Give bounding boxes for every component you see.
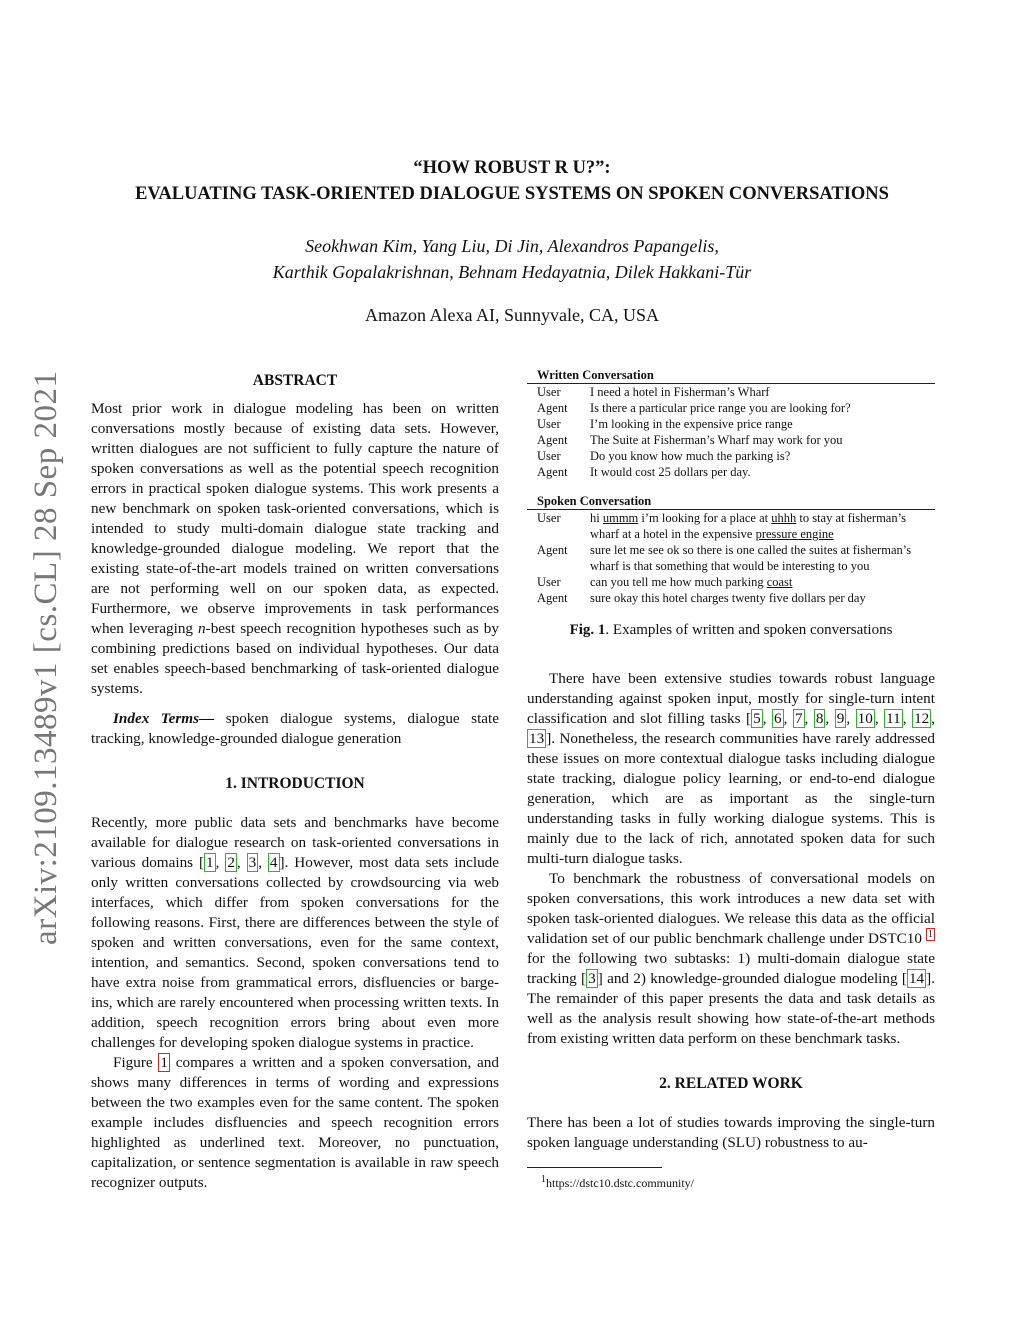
speaker-cell: Agent <box>537 543 568 557</box>
paper-title <box>60 155 964 207</box>
table-row <box>527 384 935 401</box>
author-list <box>60 233 964 285</box>
intro-p2-text-a: Figure <box>113 1054 159 1071</box>
citation-link[interactable]: 11 <box>886 710 901 727</box>
title-line-2: EVALUATING TASK-ORIENTED DIALOGUE SYSTEMS ON SPOKEN CONVERSATIONS <box>135 184 889 204</box>
table-row <box>527 510 935 543</box>
speaker-cell: User <box>537 575 561 589</box>
right-p2-text-a: To benchmark the robustness of conversational models on spoken conversations, this work introduces a new data set with spoken task-oriented dialogues. We release this data as the official validation set of our public benchmark challenge under DSTC10 <box>527 870 935 947</box>
table-row <box>527 464 935 480</box>
abstract-text-b: -best speech recognition hypotheses such as by combining predictions based on individual hypotheses. Our data set enables speech-based benchmarking of task-oriented dialogue systems. <box>91 620 499 697</box>
title-line-1: “HOW ROBUST R U?”: <box>413 158 611 178</box>
speaker-cell: Agent <box>537 433 568 447</box>
utterance-cell: The Suite at Fisherman’s Wharf may work for you <box>590 433 843 447</box>
spoken-conversation-heading: Spoken Conversation <box>537 494 652 508</box>
index-terms <box>91 709 499 749</box>
right-p2-text-c: ] and 2) knowledge-grounded dialogue modeling [ <box>597 970 907 987</box>
intro-paragraph-2 <box>91 1053 499 1193</box>
footnote-divider <box>527 1167 662 1168</box>
speaker-cell: User <box>537 417 561 431</box>
affiliation: Amazon Alexa AI, Sunnyvale, CA, USA <box>365 305 659 325</box>
citation-link[interactable]: 6 <box>774 710 782 727</box>
utterance-cell: I’m looking in the expensive price range <box>590 417 793 431</box>
table-row <box>527 416 935 432</box>
citation-link[interactable]: 3 <box>248 854 257 871</box>
index-terms-label: Index Terms— <box>113 710 215 727</box>
citation-link[interactable]: 9 <box>836 710 845 727</box>
utterance-text: to stay at fisherman’s wharf at a hotel in the expensive <box>590 511 906 541</box>
speaker-cell: Agent <box>537 401 568 415</box>
utterance-cell: I need a hotel in Fisherman’s Wharf <box>590 385 770 399</box>
right-p2-text-d: ]. The remainder of this paper presents the data and task details as well as the analysis result showing how state-of-the-art methods from existing written data perform on these benchmark tasks. <box>527 970 935 1047</box>
citation-link[interactable]: 8 <box>815 710 824 727</box>
asr-error-highlight: coast <box>766 575 793 589</box>
speaker-cell: User <box>537 385 561 399</box>
right-p1-text-b: ]. Nonetheless, the research communities have rarely addressed these issues on more contextual dialogue tasks including dialogue state tracking, dialogue policy learning, or end-to-end dialogue generation, which are as important as the single-turn understanding tasks in fully working dialogue systems. This is mainly due to the lack of rich, annotated spoken data for such multi-turn dialogue tasks. <box>527 730 935 867</box>
written-conversation-heading: Written Conversation <box>537 368 654 382</box>
intro-paragraph-1: Recently, more public data sets and benchmarks have become available for dialogue research on task-oriented conversations in various domains [ 1 , 2 , 3 , 4 ]. However, most data sets include only written conversations collected by crowdsourcing via web interfaces, which differ from spoken conversations for the following reasons. First, there are differences between the style of spoken and written conversations, even for the same context, intention, and semantics. Second, spoken conversations tend to have extra noise from grammatical errors, disfluencies or barge-ins, which are rarely encountered when processing written texts. In addition, speech recognition errors bring about even more challenges for developing spoken dialogue systems in practice. <box>91 814 500 1051</box>
speaker-cell: Agent <box>537 465 568 479</box>
utterance-text: i’m looking for a place at <box>638 511 772 525</box>
authors-line-2: Karthik Gopalakrishnan, Behnam Hedayatnia, Dilek Hakkani-Tür <box>272 262 752 282</box>
right-p2-text-b: for the following two subtasks: 1) multi-domain dialogue state tracking [ <box>527 950 935 987</box>
right-column <box>527 368 935 1191</box>
intro-heading: 1. INTRODUCTION <box>225 775 365 792</box>
table-row <box>527 432 935 448</box>
figure-caption-label: Fig. 1 <box>569 622 606 638</box>
related-work-heading: 2. RELATED WORK <box>659 1075 803 1092</box>
footnote-mark: 1 <box>541 1174 546 1185</box>
disfluency-highlight: uhhh <box>771 511 797 525</box>
utterance-cell: sure okay this hotel charges twenty five dollars per day <box>590 591 866 605</box>
asr-error-highlight: pressure engine <box>755 527 834 541</box>
table-row <box>527 400 935 416</box>
table-row <box>527 574 935 590</box>
speaker-cell: User <box>537 449 561 463</box>
figure-caption <box>527 622 935 639</box>
speaker-cell: User <box>537 511 561 525</box>
abstract-text-a: Most prior work in dialogue modeling has been on written conversations mostly because of existing data sets. However, written dialogues are not sufficient to fully capture the nature of spoken conversations as well as the potential speech recognition errors in practical spoken dialogue systems. This work presents a new benchmark on spoken task-oriented conversations, which is intended to study multi-domain dialogue state tracking and knowledge-grounded dialogue modeling. We report that the existing state-of-the-art models trained on written conversations are not performing well on our spoken data, as expected. Furthermore, we observe improvements in task performances when leveraging <box>91 400 499 637</box>
table-row <box>527 448 935 464</box>
arxiv-stamp: arXiv:2109.13489v1 [cs.CL] 28 Sep 2021 <box>28 370 64 945</box>
figure-1 <box>527 368 935 639</box>
utterance-cell: It would cost 25 dollars per day. <box>590 465 751 479</box>
intro-p2-text-b: compares a written and a spoken conversation, and shows many differences in terms of wording and expressions between the two examples even for the same content. The spoken example includes disfluencies and speech recognition errors highlighted as underlined text. Moreover, no punctuation, capitalization, or sentence segmentation is available in raw speech recognizer outputs. <box>91 1054 499 1191</box>
citation-link[interactable]: 7 <box>794 710 803 727</box>
citation-link[interactable]: 3 <box>588 970 596 987</box>
citation-link[interactable]: 2 <box>227 854 235 871</box>
citation-link[interactable]: 13 <box>529 730 545 747</box>
table-row <box>527 542 935 574</box>
utterance-text: can you tell me how much parking <box>590 575 767 589</box>
disfluency-highlight: ummm <box>602 511 639 525</box>
citation-link[interactable]: 5 <box>753 710 761 727</box>
n-symbol: n <box>198 620 206 637</box>
utterance-cell: Do you know how much the parking is? <box>590 449 791 463</box>
right-p1-text-a: There have been extensive studies towards robust language understanding against spoken input, mostly for single-turn intent classification and slot filling tasks [ <box>527 670 935 727</box>
speaker-cell: Agent <box>537 591 568 605</box>
right-paragraph-2 <box>527 869 935 1049</box>
utterance-cell <box>590 574 935 590</box>
figure-ref-link[interactable]: 1 <box>160 1054 168 1071</box>
table-row <box>527 590 935 606</box>
abstract-heading: ABSTRACT <box>252 372 338 389</box>
intro-p1-text-a: Recently, more public data sets and benchmarks have become available for dialogue research on task-oriented conversations in various domains [ <box>91 814 499 871</box>
right-paragraph-3: There has been a lot of studies towards improving the single-turn spoken language understanding (SLU) robustness to au- <box>527 1114 935 1151</box>
footnote-url-link[interactable]: https://dstc10.dstc.community/ <box>546 1176 694 1190</box>
written-conversation-table <box>527 383 935 480</box>
footnote <box>527 1174 935 1191</box>
citation-link[interactable]: 12 <box>914 710 930 727</box>
right-paragraph-1: There have been extensive studies towards robust language understanding against spoken input, mostly for single-turn intent classification and slot filling tasks [ 5 , 6 , 7 , 8 , 9 , 10 , 11 , 12 , 13 ]. Nonetheless, the research communities have rarely addressed these issues on more contextual dialogue tasks including dialogue state tracking, dialogue policy learning, or end-to-end dialogue generation, which are as important as the single-turn understanding tasks in fully working dialogue systems. This is mainly due to the lack of rich, annotated spoken data for such multi-turn dialogue tasks. <box>527 670 936 867</box>
spoken-conversation-table <box>527 509 935 606</box>
citation-link[interactable]: 4 <box>269 854 278 871</box>
citation-link[interactable]: 14 <box>908 970 925 987</box>
abstract-text <box>91 399 499 699</box>
utterance-cell: sure let me see ok so there is one called the suites at fisherman’s wharf is that something that would be interesting to you <box>590 543 912 573</box>
utterance-cell <box>590 510 935 543</box>
intro-p1-text-b: ]. However, most data sets include only written conversations collected by crowdsourcing via web interfaces, which differ from spoken conversations for the following reasons. First, there are differences between the style of spoken and written conversations, even for the same context, intention, and semantics. Second, spoken conversations tend to have extra noise from grammatical errors, disfluencies or barge-ins, which are rarely encountered when processing written texts. In addition, speech recognition errors bring about even more challenges for developing spoken dialogue systems in practice. <box>91 854 500 1051</box>
footnote-ref-link[interactable]: 1 <box>928 928 933 940</box>
left-column <box>91 372 499 1193</box>
utterance-cell: Is there a particular price range you are looking for? <box>590 401 851 415</box>
citation-link[interactable]: 10 <box>857 710 873 727</box>
index-terms-text: spoken dialogue systems, dialogue state tracking, knowledge-grounded dialogue generation <box>91 710 499 747</box>
utterance-text: hi <box>590 511 603 525</box>
figure-caption-text: . Examples of written and spoken conversations <box>605 622 893 638</box>
citation-link[interactable]: 1 <box>206 854 214 871</box>
authors-line-1: Seokhwan Kim, Yang Liu, Di Jin, Alexandros Papangelis, <box>305 236 719 256</box>
